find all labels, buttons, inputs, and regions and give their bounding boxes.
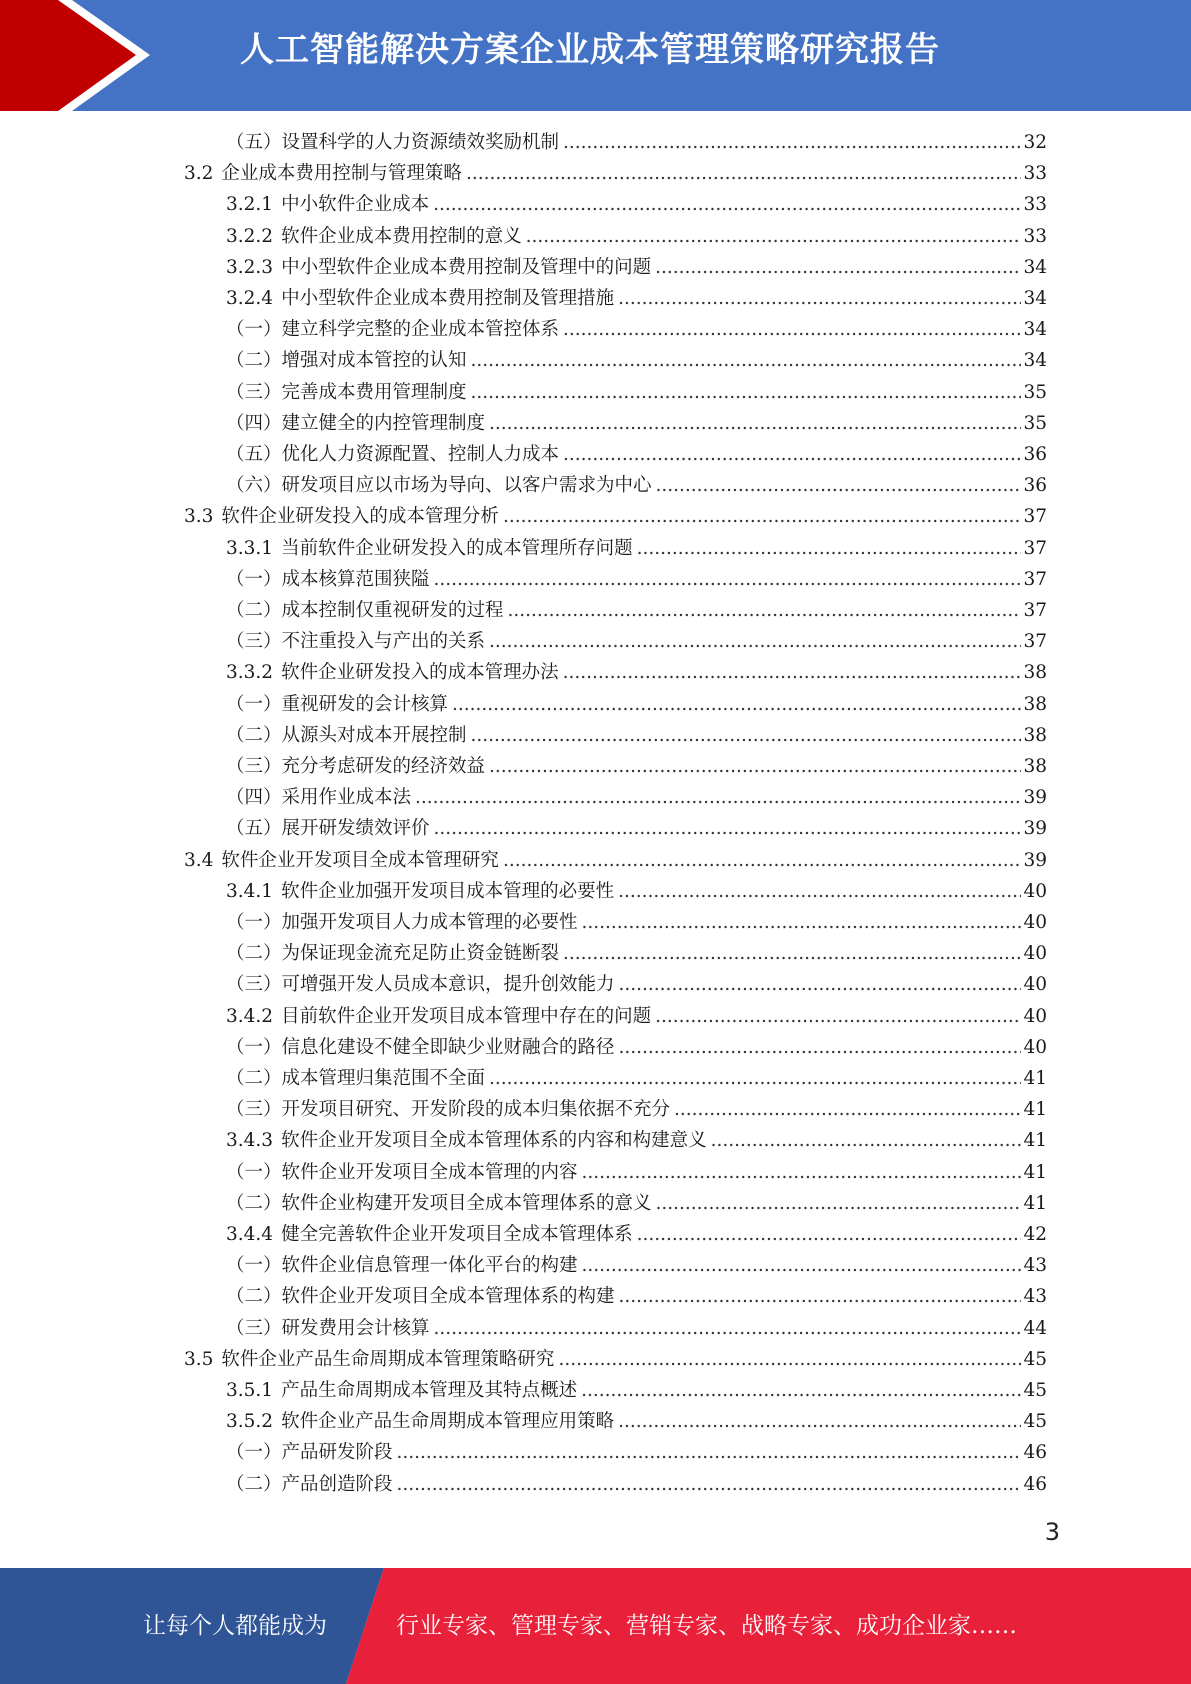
toc-entry-page: 33 — [1023, 194, 1047, 216]
toc-entry-label: （三）可增强开发人员成本意识，提升创效能力 — [226, 974, 615, 996]
toc-entry-leader — [618, 1406, 1021, 1437]
toc-entry-page: 40 — [1023, 943, 1047, 965]
toc-entry-leader — [563, 657, 1022, 688]
toc-entry-leader — [581, 1375, 1021, 1406]
toc-entry-page: 36 — [1023, 475, 1047, 497]
toc-entry-leader — [618, 283, 1021, 314]
toc-entry[interactable] — [226, 1001, 1047, 1032]
footer-slogan-right: 行业专家、管理专家、营销专家、战略专家、成功企业家…… — [396, 1613, 1017, 1639]
toc-entry[interactable] — [226, 252, 1047, 283]
toc-entry-number: 3.5 — [184, 1348, 214, 1370]
toc-entry-leader — [637, 533, 1022, 564]
toc-entry[interactable] — [226, 439, 1047, 470]
toc-entry-number: 3.2 — [184, 163, 214, 185]
toc-entry-label: （三）研发费用会计核算 — [226, 1317, 430, 1339]
toc-entry-label: 软件企业研发投入的成本管理办法 — [281, 662, 559, 684]
toc-entry[interactable] — [226, 470, 1047, 501]
toc-entry[interactable] — [226, 1157, 1047, 1188]
toc-entry-page: 41 — [1023, 1192, 1047, 1214]
toc-entry-leader — [563, 127, 1021, 158]
toc-entry-page: 41 — [1023, 1099, 1047, 1121]
toc-entry-label: （四）建立健全的内控管理制度 — [226, 412, 486, 434]
toc-entry-page: 35 — [1023, 381, 1047, 403]
toc-entry-label: （一）建立科学完整的企业成本管控体系 — [226, 319, 560, 341]
toc-entry[interactable] — [226, 189, 1047, 220]
toc-entry-page: 34 — [1023, 350, 1047, 372]
toc-entry[interactable] — [226, 1313, 1047, 1344]
toc-entry-number: 3.2.4 — [226, 288, 274, 309]
toc-entry-leader — [619, 1281, 1022, 1312]
toc-entry-page: 38 — [1023, 693, 1047, 715]
toc-entry-label: （六）研发项目应以市场为导向、以客户需求为中心 — [226, 475, 652, 497]
toc-entry[interactable] — [226, 377, 1047, 408]
toc-entry-label: 目前软件企业开发项目成本管理中存在的问题 — [281, 1005, 652, 1027]
toc-entry-page: 40 — [1023, 1005, 1047, 1027]
toc-entry-leader — [563, 314, 1021, 345]
toc-entry-leader — [619, 969, 1022, 1000]
toc-entry-label: （三）充分考虑研发的经济效益 — [226, 756, 486, 777]
toc-entry-page: 40 — [1023, 974, 1047, 996]
toc-entry-number: 3.3.2 — [226, 662, 274, 684]
toc-entry-leader — [415, 782, 1021, 813]
toc-entry-page: 39 — [1023, 849, 1047, 871]
toc-entry-label: （五）优化人力资源配置、控制人力成本 — [226, 444, 560, 465]
toc-entry-number: 3.4 — [184, 849, 214, 871]
toc-entry[interactable] — [226, 1281, 1047, 1312]
toc-entry-leader — [471, 377, 1022, 408]
toc-entry-label: （二）增强对成本管控的认知 — [226, 350, 467, 372]
toc-entry-number: 3.4.3 — [226, 1130, 274, 1152]
toc-entry[interactable] — [226, 533, 1047, 564]
toc-entry-page: 40 — [1023, 880, 1047, 902]
toc-entry-label: （三）开发项目研究、开发阶段的成本归集依据不充分 — [226, 1099, 671, 1121]
toc-entry-leader — [655, 252, 1021, 283]
toc-entry-number: 3.3.1 — [226, 537, 274, 559]
toc-entry[interactable] — [226, 782, 1047, 813]
toc-entry-page: 37 — [1023, 568, 1047, 590]
toc-entry-leader — [711, 1125, 1022, 1156]
toc-entry-label: 软件企业开发项目全成本管理体系的内容和构建意义 — [281, 1130, 707, 1152]
toc-entry-label: 软件企业成本费用控制的意义 — [281, 225, 522, 247]
toc-entry[interactable] — [226, 283, 1047, 314]
toc-entry-page: 34 — [1023, 319, 1047, 341]
toc-entry-label: （五）展开研发绩效评价 — [226, 818, 430, 840]
toc-entry-number: 3.2.1 — [226, 194, 274, 216]
toc-entry-label: （二）成本管理归集范围不全面 — [226, 1068, 486, 1089]
toc-entry-page: 37 — [1023, 506, 1047, 528]
toc-entry-page: 39 — [1023, 818, 1047, 840]
toc-entry-label: （一）软件企业信息管理一体化平台的构建 — [226, 1255, 578, 1277]
toc-entry-leader — [563, 938, 1021, 969]
toc-entry[interactable] — [226, 564, 1047, 595]
toc-entry[interactable] — [226, 907, 1047, 938]
toc-entry-label: 中小软件企业成本 — [281, 194, 430, 216]
toc-entry[interactable] — [226, 938, 1047, 969]
toc-entry-page: 37 — [1023, 600, 1047, 621]
toc-entry[interactable] — [226, 1437, 1047, 1468]
toc-entry[interactable] — [226, 408, 1047, 439]
toc-entry-leader — [397, 1469, 1022, 1500]
toc-entry-label: （一）信息化建设不健全即缺少业财融合的路径 — [226, 1036, 615, 1058]
toc-entry-page: 37 — [1023, 631, 1047, 653]
toc-entry[interactable] — [184, 845, 1047, 876]
toc-entry-leader — [618, 876, 1021, 907]
toc-entry[interactable] — [226, 1406, 1047, 1437]
toc-entry-leader — [526, 221, 1022, 252]
toc-entry-leader — [637, 1219, 1022, 1250]
toc-entry[interactable] — [226, 595, 1047, 626]
toc-entry-leader — [489, 1063, 1021, 1094]
toc-entry-label: 企业成本费用控制与管理策略 — [221, 163, 462, 185]
toc-entry-page: 45 — [1023, 1411, 1047, 1433]
toc-entry-page: 42 — [1023, 1224, 1047, 1245]
toc-entry[interactable] — [226, 1250, 1047, 1281]
toc-entry[interactable] — [226, 876, 1047, 907]
toc-entry[interactable] — [226, 813, 1047, 844]
toc-entry-label: 软件企业加强开发项目成本管理的必要性 — [281, 880, 615, 902]
toc-entry-page: 39 — [1023, 787, 1047, 809]
toc-entry-leader — [503, 845, 1022, 876]
toc-entry-label: （二）为保证现金流充足防止资金链断裂 — [226, 943, 560, 965]
toc-entry-page: 38 — [1023, 662, 1047, 684]
page-number: 3 — [1044, 1518, 1060, 1546]
toc-entry-leader — [433, 189, 1021, 220]
toc-entry-leader — [471, 345, 1022, 376]
toc-entry-leader — [466, 158, 1022, 189]
document-title: 人工智能解决方案企业成本管理策略研究报告 — [240, 30, 940, 70]
toc-entry-label: （二）软件企业构建开发项目全成本管理体系的意义 — [226, 1192, 652, 1214]
toc-entry-page: 33 — [1023, 225, 1047, 247]
toc-entry[interactable] — [226, 1188, 1047, 1219]
toc-entry-leader — [434, 1313, 1022, 1344]
toc-entry-label: （三）不注重投入与产出的关系 — [226, 631, 486, 653]
toc-entry-page: 35 — [1023, 412, 1047, 434]
toc-entry-leader — [563, 439, 1021, 470]
toc-entry-leader — [434, 813, 1022, 844]
toc-entry-label: （一）产品研发阶段 — [226, 1442, 393, 1464]
toc-entry-page: 41 — [1023, 1068, 1047, 1089]
toc-entry[interactable] — [226, 345, 1047, 376]
toc-entry-leader — [619, 1032, 1022, 1063]
toc-entry-number: 3.2.3 — [226, 256, 274, 278]
toc-entry[interactable] — [226, 1125, 1047, 1156]
toc-entry-number: 3.5.2 — [226, 1411, 274, 1433]
toc-entry-label: 产品生命周期成本管理及其特点概述 — [281, 1380, 578, 1401]
toc-entry-label: 当前软件企业研发投入的成本管理所存问题 — [281, 537, 633, 559]
toc-entry-leader — [434, 564, 1022, 595]
toc-entry-label: （一）成本核算范围狭隘 — [226, 568, 430, 590]
toc-entry-leader — [489, 408, 1021, 439]
toc-entry-page: 40 — [1023, 1036, 1047, 1058]
toc-entry[interactable] — [226, 1375, 1047, 1406]
toc-entry-label: 健全完善软件企业开发项目全成本管理体系 — [281, 1224, 633, 1245]
toc-entry[interactable] — [184, 501, 1047, 532]
toc-entry[interactable] — [226, 127, 1047, 158]
toc-entry-label: 中小型软件企业成本费用控制及管理中的问题 — [281, 256, 652, 278]
toc-entry-page: 46 — [1023, 1473, 1047, 1495]
page-header — [0, 0, 1191, 111]
toc-entry[interactable] — [226, 689, 1047, 720]
toc-entry-number: 3.2.2 — [226, 225, 274, 247]
toc-entry-label: 软件企业开发项目全成本管理研究 — [221, 849, 499, 871]
toc-entry[interactable] — [226, 1219, 1047, 1250]
toc-entry-page: 38 — [1023, 724, 1047, 746]
toc-entry-page: 40 — [1023, 912, 1047, 933]
page-footer — [0, 1568, 1191, 1684]
toc-entry-leader — [655, 1001, 1021, 1032]
toc-entry-label: 软件企业产品生命周期成本管理应用策略 — [281, 1411, 615, 1433]
toc-entry-page: 41 — [1023, 1161, 1047, 1183]
toc-entry[interactable] — [226, 1094, 1047, 1125]
toc-entry-page: 44 — [1023, 1317, 1047, 1339]
toc-entry-number: 3.4.4 — [226, 1224, 274, 1245]
toc-entry[interactable] — [226, 969, 1047, 1000]
toc-entry-page: 32 — [1023, 132, 1047, 153]
toc-entry-label: （二）成本控制仅重视研发的过程 — [226, 600, 504, 621]
toc-entry-page: 38 — [1023, 756, 1047, 777]
toc-entry-page: 46 — [1023, 1442, 1047, 1464]
toc-entry-page: 36 — [1023, 444, 1047, 465]
toc-entry-label: （一）重视研发的会计核算 — [226, 693, 449, 715]
toc-entry-page: 33 — [1023, 163, 1047, 185]
toc-entry-page: 45 — [1023, 1380, 1047, 1401]
toc-entry-leader — [582, 1250, 1022, 1281]
toc-entry-label: （三）完善成本费用管理制度 — [226, 381, 467, 403]
toc-entry-leader — [582, 907, 1022, 938]
toc-entry-leader — [582, 1157, 1022, 1188]
toc-entry-leader — [656, 1188, 1022, 1219]
toc-entry[interactable] — [226, 1469, 1047, 1500]
toc-entry[interactable] — [226, 1032, 1047, 1063]
toc-entry-label: （四）采用作业成本法 — [226, 787, 412, 809]
toc-entry-leader — [489, 626, 1021, 657]
toc-entry-leader — [674, 1094, 1021, 1125]
toc-entry-page: 43 — [1023, 1286, 1047, 1308]
toc-entry-leader — [656, 470, 1022, 501]
toc-entry-page: 34 — [1023, 288, 1047, 309]
toc-entry-label: （一）加强开发项目人力成本管理的必要性 — [226, 912, 578, 933]
toc-entry[interactable] — [226, 626, 1047, 657]
toc-entry-leader — [558, 1344, 1021, 1375]
toc-entry-label: （二）从源头对成本开展控制 — [226, 724, 467, 746]
toc-entry-leader — [452, 689, 1021, 720]
toc-entry-label: （五）设置科学的人力资源绩效奖励机制 — [226, 132, 560, 153]
toc-entry-label: 软件企业研发投入的成本管理分析 — [221, 506, 499, 528]
toc-entry-leader — [489, 751, 1021, 782]
toc-entry-label: 中小型软件企业成本费用控制及管理措施 — [281, 288, 615, 309]
toc-entry-label: （二）产品创造阶段 — [226, 1473, 393, 1495]
toc-entry-number: 3.3 — [184, 506, 214, 528]
toc-entry-page: 37 — [1023, 537, 1047, 559]
toc-entry[interactable] — [226, 221, 1047, 252]
toc-entry-page: 45 — [1023, 1348, 1047, 1370]
toc-entry[interactable] — [226, 657, 1047, 688]
toc-entry[interactable] — [184, 158, 1047, 189]
toc-entry-number: 3.4.2 — [226, 1005, 274, 1027]
toc-entry-number: 3.4.1 — [226, 880, 274, 902]
toc-entry-number: 3.5.1 — [226, 1380, 274, 1401]
toc-entry[interactable] — [226, 751, 1047, 782]
toc-entry-leader — [471, 720, 1022, 751]
toc-entry-label: （二）软件企业开发项目全成本管理体系的构建 — [226, 1286, 615, 1308]
footer-slogan-left: 让每个人都能成为 — [143, 1613, 327, 1639]
toc-entry-page: 34 — [1023, 256, 1047, 278]
toc-entry[interactable] — [184, 1344, 1047, 1375]
toc-entry-label: （一）软件企业开发项目全成本管理的内容 — [226, 1161, 578, 1183]
toc-entry-leader — [508, 595, 1022, 626]
toc-entry-page: 41 — [1023, 1130, 1047, 1152]
toc-entry-page: 43 — [1023, 1255, 1047, 1277]
toc-entry[interactable] — [226, 720, 1047, 751]
toc-entry-label: 软件企业产品生命周期成本管理策略研究 — [221, 1348, 555, 1370]
toc-entry-leader — [397, 1437, 1022, 1468]
toc-entry[interactable] — [226, 314, 1047, 345]
toc-entry-leader — [503, 501, 1022, 532]
toc-entry[interactable] — [226, 1063, 1047, 1094]
